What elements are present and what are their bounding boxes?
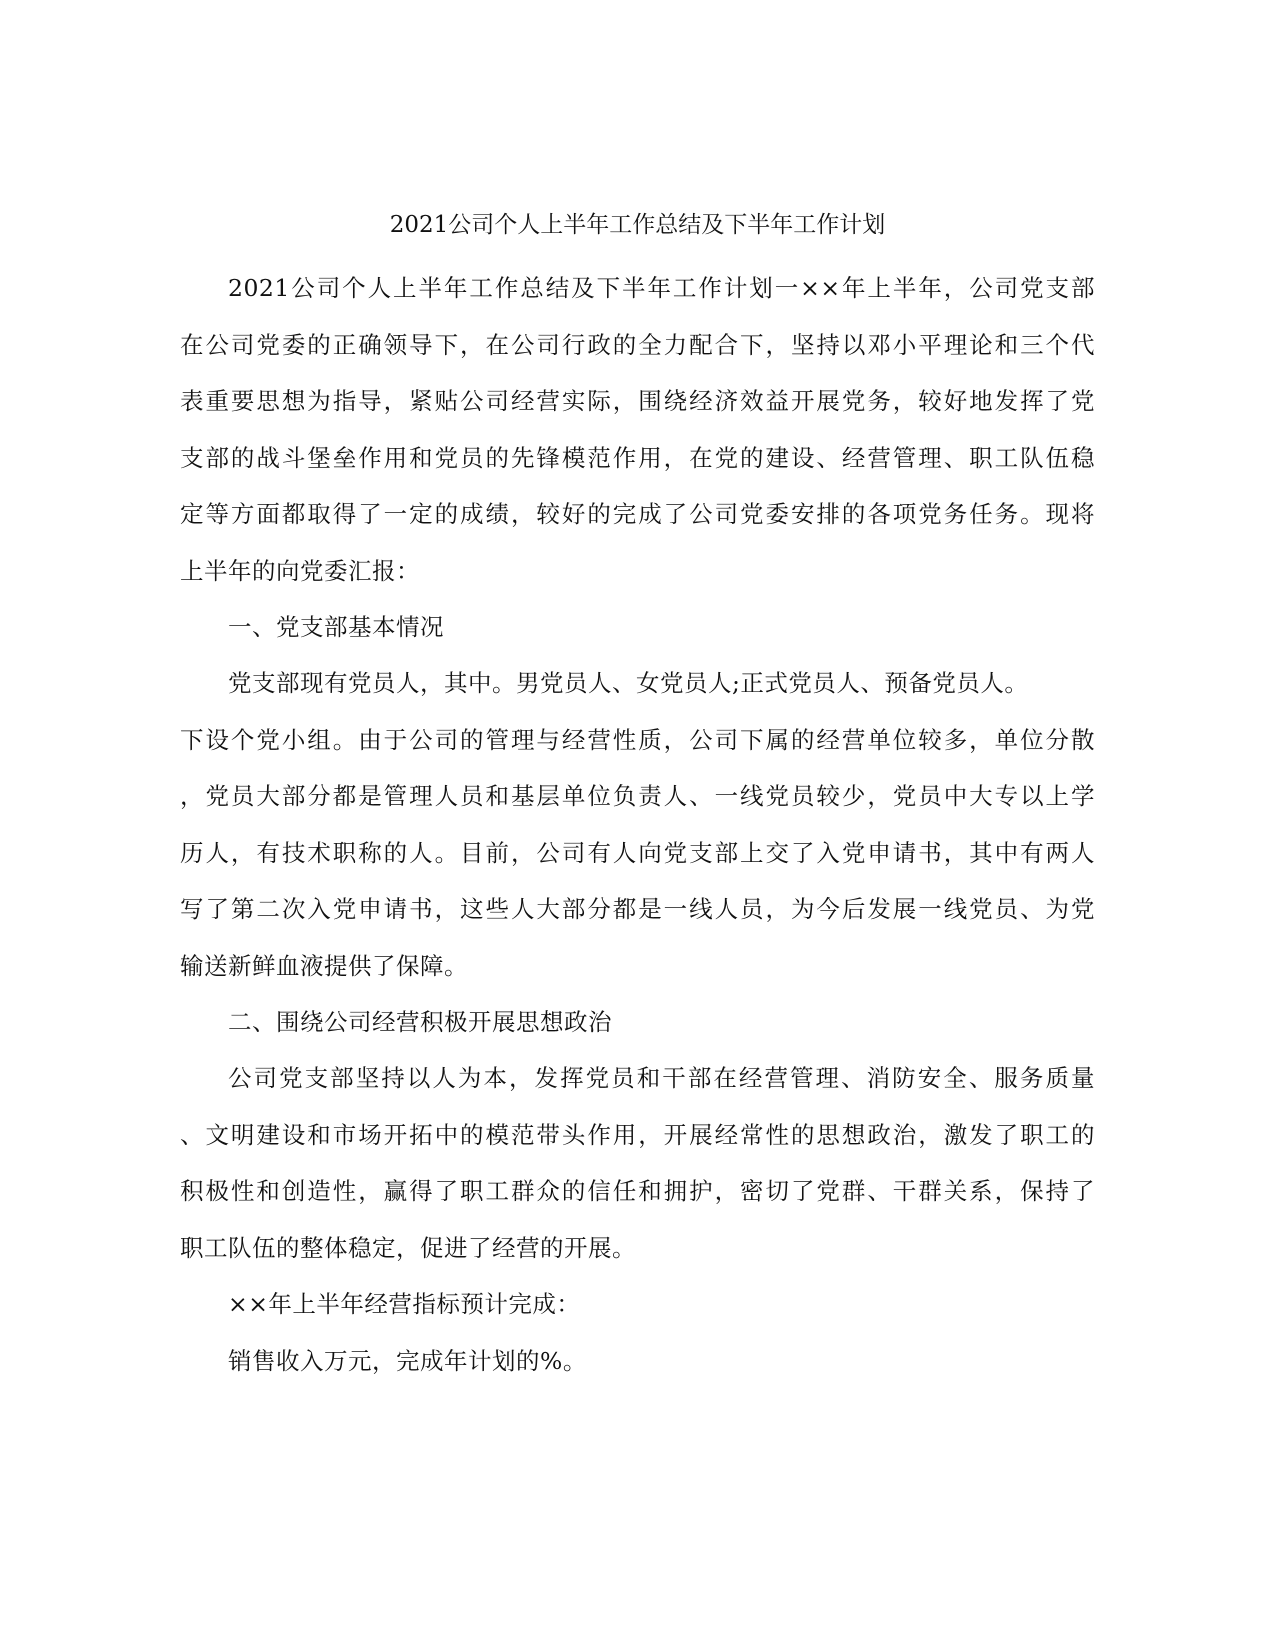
paragraph-line: 上半年的向党委汇报： [180,557,420,585]
section-heading: 一、党支部基本情况 [228,613,444,641]
paragraph-line: 销售收入万元，完成年计划的%。 [228,1347,587,1375]
paragraph-line: 职工队伍的整体稳定，促进了经营的开展。 [180,1234,636,1262]
paragraph-line: 、文明建设和市场开拓中的模范带头作用，开展经常性的思想政治，激发了职工的 [180,1121,1095,1149]
paragraph-line: 2021公司个人上半年工作总结及下半年工作计划一××年上半年，公司党支部 [228,274,1095,302]
paragraph-line: 下设个党小组。由于公司的管理与经营性质，公司下属的经营单位较多，单位分散 [180,726,1095,754]
paragraph-line: 支部的战斗堡垒作用和党员的先锋模范作用，在党的建设、经营管理、职工队伍稳 [180,444,1095,472]
paragraph-line: 积极性和创造性，赢得了职工群众的信任和拥护，密切了党群、干群关系，保持了 [180,1177,1095,1205]
paragraph-line: ××年上半年经营指标预计完成： [228,1290,581,1318]
section-heading: 二、围绕公司经营积极开展思想政治 [228,1008,612,1036]
paragraph-line: ，党员大部分都是管理人员和基层单位负责人、一线党员较少，党员中大专以上学 [180,782,1095,810]
paragraph-line: 党支部现有党员人，其中。男党员人、女党员人;正式党员人、预备党员人。 [228,669,1029,697]
paragraph-line: 公司党支部坚持以人为本，发挥党员和干部在经营管理、消防安全、服务质量 [228,1064,1095,1092]
paragraph-line: 输送新鲜血液提供了保障。 [180,952,468,980]
document-title: 2021公司个人上半年工作总结及下半年工作计划 [389,212,886,238]
paragraph-line: 历人，有技术职称的人。目前，公司有人向党支部上交了入党申请书，其中有两人 [180,839,1095,867]
paragraph-line: 表重要思想为指导，紧贴公司经营实际，围绕经济效益开展党务，较好地发挥了党 [180,387,1095,415]
paragraph-line: 定等方面都取得了一定的成绩，较好的完成了公司党委安排的各项党务任务。现将 [180,500,1095,528]
paragraph-line: 在公司党委的正确领导下，在公司行政的全力配合下，坚持以邓小平理论和三个代 [180,331,1095,359]
paragraph-line: 写了第二次入党申请书，这些人大部分都是一线人员，为今后发展一线党员、为党 [180,895,1095,923]
